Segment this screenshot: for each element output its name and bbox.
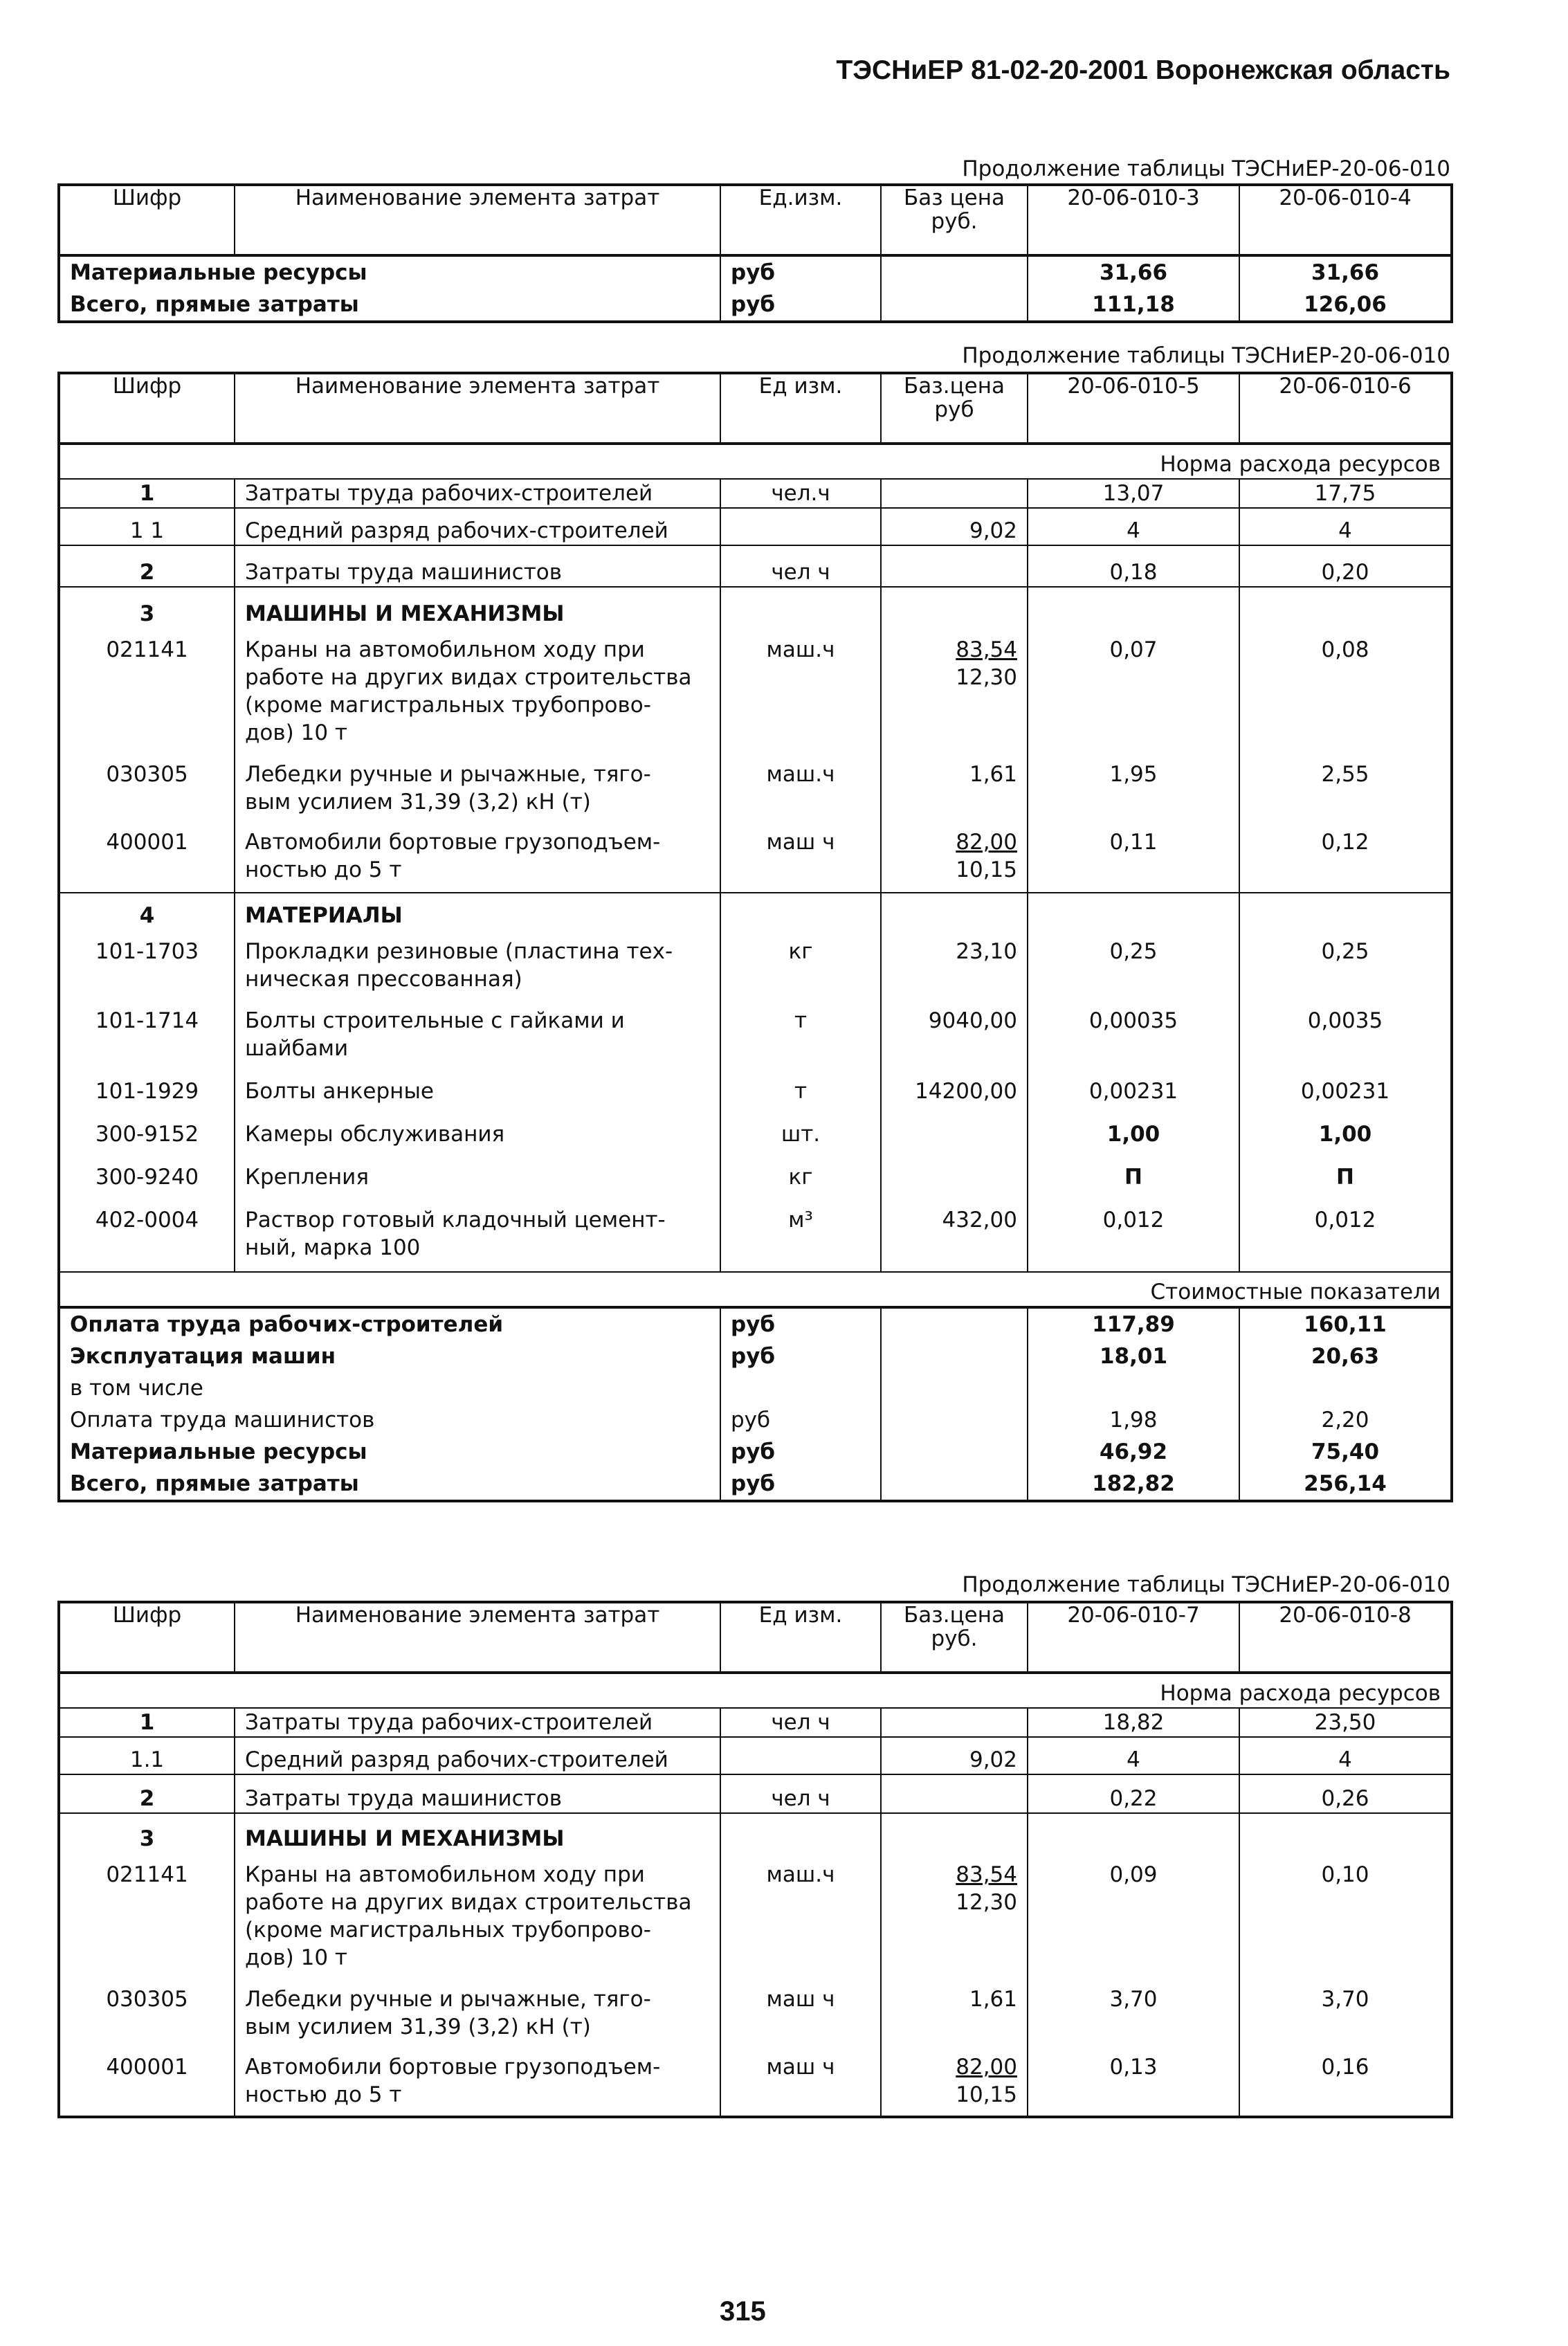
price-header-line1: Баз.цена xyxy=(903,1603,1005,1628)
row-name xyxy=(235,1972,720,2041)
table-header-row xyxy=(59,373,1452,444)
row-name-line: Краны на автомобильном ходу при xyxy=(245,1862,645,1887)
row-value-2: 0,10 xyxy=(1321,1862,1369,1887)
table-row xyxy=(59,816,1452,893)
row-name-line: Раствор готовый кладочный цемент- xyxy=(245,1208,666,1233)
row-name xyxy=(235,816,720,893)
row-name: Средний разряд рабочих-строителей xyxy=(235,508,720,545)
section-title: МАШИНЫ И МЕХАНИЗМЫ xyxy=(235,587,720,628)
row-value-1: 0,11 xyxy=(1028,816,1239,893)
row-name-line: работе на других видах строительства xyxy=(245,1890,692,1915)
row-code: 030305 xyxy=(59,747,235,816)
table-continuation-caption: Продолжение таблицы ТЭСНиЕР-20-06-010 xyxy=(962,1572,1450,1597)
row-unit: маш ч xyxy=(720,2041,881,2117)
summary-row xyxy=(59,1307,1452,1340)
row-name: Затраты труда машинистов xyxy=(235,1774,720,1813)
row-value-2: 4 xyxy=(1239,1737,1452,1774)
row-price xyxy=(881,1708,1028,1737)
row-name-line: ностью до 5 т xyxy=(245,857,402,882)
row-value-1: 18,82 xyxy=(1028,1708,1239,1737)
col-header-code: Шифр xyxy=(59,1602,235,1673)
row-name: Затраты труда рабочих-строителей xyxy=(235,479,720,508)
row-price xyxy=(881,479,1028,508)
row-price: 1,61 xyxy=(881,747,1028,816)
row-name: Крепления xyxy=(235,1148,720,1191)
price-bottom: 12,30 xyxy=(956,665,1017,690)
row-name-line: шайбами xyxy=(245,1036,349,1061)
row-name-line: Болты строительные с гайками и xyxy=(245,1008,625,1033)
summary-value-1: 111,18 xyxy=(1028,289,1239,322)
row-code: 2 xyxy=(59,545,235,587)
table-row xyxy=(59,1062,1452,1105)
section-title: МАШИНЫ И МЕХАНИЗМЫ xyxy=(235,1813,720,1853)
summary-value-1: 18,01 xyxy=(1028,1340,1239,1372)
table-continuation-caption: Продолжение таблицы ТЭСНиЕР-20-06-010 xyxy=(962,343,1450,368)
table-row xyxy=(59,1972,1452,2041)
row-value-1: П xyxy=(1028,1148,1239,1191)
row-price xyxy=(881,1774,1028,1813)
table-row xyxy=(59,1105,1452,1148)
summary-value-2: 31,66 xyxy=(1311,260,1380,285)
cost-caption: Стоимостные показатели xyxy=(59,1272,1452,1307)
row-value-2: 0,0035 xyxy=(1307,1008,1383,1033)
row-value-2: 0,26 xyxy=(1239,1774,1452,1813)
summary-row xyxy=(59,1468,1452,1501)
row-code: 101-1929 xyxy=(59,1062,235,1105)
row-value-1: 0,09 xyxy=(1028,1853,1239,1972)
summary-price xyxy=(881,255,1028,289)
col-header-name: Наименование элемента затрат xyxy=(235,373,720,444)
row-value-1: 0,22 xyxy=(1028,1774,1239,1813)
row-value-2: 0,16 xyxy=(1321,2055,1369,2080)
row-name-line: вым усилием 31,39 (3,2) кН (т) xyxy=(245,2015,591,2039)
row-name: Болты анкерные xyxy=(235,1062,720,1105)
col-header-price xyxy=(881,373,1028,444)
row-code: 101-1703 xyxy=(59,929,235,993)
row-value-1: 0,18 xyxy=(1028,545,1239,587)
row-value-1: 4 xyxy=(1028,1737,1239,1774)
row-name-line: (кроме магистральных трубопрово- xyxy=(245,1918,651,1943)
row-price: 1,61 xyxy=(881,1972,1028,2041)
row-name-line: Автомобили бортовые грузоподъем- xyxy=(245,2055,661,2080)
col-header-name: Наименование элемента затрат xyxy=(235,1602,720,1673)
row-unit: маш ч xyxy=(720,816,881,893)
row-code: 300-9152 xyxy=(59,1105,235,1148)
col-header-rate-1: 20-06-010-7 xyxy=(1028,1602,1239,1673)
row-value-1: 0,25 xyxy=(1028,929,1239,993)
row-code: 400001 xyxy=(59,816,235,893)
row-unit: чел ч xyxy=(720,1774,881,1813)
row-value-2: 3,70 xyxy=(1321,1987,1369,2012)
summary-unit: руб xyxy=(720,1436,881,1468)
summary-label: Всего, прямые затраты xyxy=(59,1468,720,1501)
price-header-line2: руб. xyxy=(931,209,978,234)
row-name-line: дов) 10 т xyxy=(245,720,347,745)
page-number: 315 xyxy=(720,2296,766,2327)
table-row xyxy=(59,1191,1452,1272)
col-header-code: Шифр xyxy=(59,373,235,444)
table-row xyxy=(59,1853,1452,1972)
row-value-2: 23,50 xyxy=(1314,1710,1376,1735)
row-code: 1 xyxy=(59,1708,235,1737)
table-row xyxy=(59,2041,1452,2117)
table-row xyxy=(59,1774,1452,1813)
section-code: 3 xyxy=(59,1813,235,1853)
price-top: 83,54 xyxy=(956,1862,1017,1887)
row-code: 021141 xyxy=(59,1853,235,1972)
summary-unit: руб xyxy=(720,1340,881,1372)
row-name-line: Лебедки ручные и рычажные, тяго- xyxy=(245,1987,651,2012)
norm-caption-row xyxy=(59,1673,1452,1708)
col-header-price xyxy=(881,185,1028,255)
summary-value-2: 75,40 xyxy=(1311,1439,1380,1464)
row-value-1: 0,07 xyxy=(1028,628,1239,747)
row-name xyxy=(235,1191,720,1272)
price-top: 82,00 xyxy=(956,830,1017,855)
price-header-line1: Баз.цена xyxy=(903,374,1005,399)
row-value-1: 0,13 xyxy=(1028,2041,1239,2117)
summary-label: Материальные ресурсы xyxy=(59,1436,720,1468)
row-price xyxy=(881,816,1028,893)
row-name xyxy=(235,993,720,1062)
price-bottom: 10,15 xyxy=(956,857,1017,882)
row-price: 9,02 xyxy=(881,1737,1028,1774)
section-row-machines xyxy=(59,1813,1452,1853)
row-name-line: Краны на автомобильном ходу при xyxy=(245,637,645,662)
summary-row xyxy=(59,1340,1452,1372)
row-price xyxy=(881,1853,1028,1972)
table-row xyxy=(59,1148,1452,1191)
summary-row xyxy=(59,255,1452,289)
col-header-unit: Ед изм. xyxy=(720,1602,881,1673)
row-value-1: 1,00 xyxy=(1028,1105,1239,1148)
row-code: 402-0004 xyxy=(59,1191,235,1272)
row-unit: маш.ч xyxy=(720,747,881,816)
row-value-2: 0,08 xyxy=(1321,637,1369,662)
row-price xyxy=(881,1105,1028,1148)
cost-table-1 xyxy=(57,183,1453,323)
row-unit: т xyxy=(720,1062,881,1105)
row-name xyxy=(235,2041,720,2117)
row-price xyxy=(881,2041,1028,2117)
price-header-line2: руб xyxy=(934,397,974,422)
col-header-unit: Ед.изм. xyxy=(720,185,881,255)
row-value-1: 1,95 xyxy=(1028,747,1239,816)
summary-value-1: 31,66 xyxy=(1028,255,1239,289)
table-row xyxy=(59,508,1452,545)
row-value-2: 0,25 xyxy=(1321,939,1369,964)
row-unit: чел.ч xyxy=(720,479,881,508)
row-unit: чел ч xyxy=(720,1708,881,1737)
section-row-machines xyxy=(59,587,1452,628)
row-price: 23,10 xyxy=(881,929,1028,993)
table-row xyxy=(59,747,1452,816)
summary-row xyxy=(59,289,1452,322)
summary-value-2: 126,06 xyxy=(1304,292,1387,317)
table-row xyxy=(59,479,1452,508)
summary-unit: руб xyxy=(720,255,881,289)
summary-value-1: 182,82 xyxy=(1028,1468,1239,1501)
summary-value-2: 2,20 xyxy=(1321,1408,1369,1433)
row-value-2: 0,20 xyxy=(1239,545,1452,587)
row-unit: маш ч xyxy=(720,1972,881,2041)
summary-unit: руб xyxy=(720,289,881,322)
row-name: Затраты труда рабочих-строителей xyxy=(235,1708,720,1737)
summary-label: Эксплуатация машин xyxy=(59,1340,720,1372)
summary-unit: руб xyxy=(720,1307,881,1340)
table-row xyxy=(59,1708,1452,1737)
section-code: 3 xyxy=(59,587,235,628)
col-header-rate-2: 20-06-010-8 xyxy=(1239,1602,1452,1673)
section-title: МАТЕРИАЛЫ xyxy=(235,893,720,929)
row-name: Затраты труда машинистов xyxy=(235,545,720,587)
cost-caption-row xyxy=(59,1272,1452,1307)
col-header-rate-1: 20-06-010-3 xyxy=(1028,185,1239,255)
page-header: ТЭСНиЕР 81-02-20-2001 Воронежская область xyxy=(836,55,1450,85)
row-value-1: 0,00231 xyxy=(1028,1062,1239,1105)
row-code: 030305 xyxy=(59,1972,235,2041)
summary-value-2: 20,63 xyxy=(1311,1344,1380,1369)
row-code: 2 xyxy=(59,1774,235,1813)
row-value-2: 17,75 xyxy=(1314,481,1376,506)
col-header-unit: Ед изм. xyxy=(720,373,881,444)
row-value-1: 13,07 xyxy=(1028,479,1239,508)
row-price xyxy=(881,545,1028,587)
section-row-materials xyxy=(59,893,1452,929)
col-header-rate-1: 20-06-010-5 xyxy=(1028,373,1239,444)
row-unit: кг xyxy=(720,929,881,993)
row-name-line: Лебедки ручные и рычажные, тяго- xyxy=(245,762,651,787)
row-unit: шт. xyxy=(720,1105,881,1148)
summary-unit: руб xyxy=(720,1468,881,1501)
row-name-line: работе на других видах строительства xyxy=(245,665,692,690)
row-unit: маш.ч xyxy=(720,628,881,747)
cost-table-2 xyxy=(57,372,1453,1502)
summary-value-1: 117,89 xyxy=(1028,1307,1239,1340)
row-code: 1.1 xyxy=(59,1737,235,1774)
col-header-name: Наименование элемента затрат xyxy=(235,185,720,255)
price-top: 83,54 xyxy=(956,637,1017,662)
row-value-1: 0,012 xyxy=(1028,1191,1239,1272)
table-row xyxy=(59,628,1452,747)
norm-caption-row xyxy=(59,444,1452,479)
row-value-2: 0,012 xyxy=(1314,1208,1376,1233)
summary-value-1: 46,92 xyxy=(1028,1436,1239,1468)
summary-label: в том числе xyxy=(59,1372,720,1404)
summary-row xyxy=(59,1436,1452,1468)
cost-table-3 xyxy=(57,1601,1453,2118)
row-code: 101-1714 xyxy=(59,993,235,1062)
row-name xyxy=(235,1853,720,1972)
col-header-rate-2: 20-06-010-6 xyxy=(1239,373,1452,444)
price-top: 82,00 xyxy=(956,2055,1017,2080)
table-row xyxy=(59,1737,1452,1774)
table-continuation-caption: Продолжение таблицы ТЭСНиЕР-20-06-010 xyxy=(962,156,1450,181)
row-value-2: П xyxy=(1336,1165,1354,1190)
row-name xyxy=(235,929,720,993)
row-unit: м³ xyxy=(720,1191,881,1272)
row-value-2: 0,00231 xyxy=(1300,1079,1390,1104)
row-price xyxy=(881,628,1028,747)
row-name: Средний разряд рабочих-строителей xyxy=(235,1737,720,1774)
row-code: 300-9240 xyxy=(59,1148,235,1191)
row-name-line: (кроме магистральных трубопрово- xyxy=(245,693,651,718)
row-unit: т xyxy=(720,993,881,1062)
table-header-row xyxy=(59,1602,1452,1673)
row-name: Камеры обслуживания xyxy=(235,1105,720,1148)
summary-label: Всего, прямые затраты xyxy=(59,289,720,322)
row-unit: кг xyxy=(720,1148,881,1191)
price-header-line2: руб. xyxy=(931,1626,978,1651)
price-header-line1: Баз цена xyxy=(903,185,1005,210)
section-code: 4 xyxy=(59,893,235,929)
row-code: 400001 xyxy=(59,2041,235,2117)
table-header-row xyxy=(59,185,1452,255)
norm-caption: Норма расхода ресурсов xyxy=(59,1673,1452,1708)
row-name-line: ностью до 5 т xyxy=(245,2082,402,2107)
row-value-1: 3,70 xyxy=(1028,1972,1239,2041)
row-unit: маш.ч xyxy=(720,1853,881,1972)
row-name-line: вым усилием 31,39 (3,2) кН (т) xyxy=(245,790,591,815)
summary-label: Материальные ресурсы xyxy=(59,255,720,289)
col-header-rate-2: 20-06-010-4 xyxy=(1239,185,1452,255)
summary-row xyxy=(59,1404,1452,1436)
summary-row xyxy=(59,1372,1452,1404)
summary-value-2: 256,14 xyxy=(1304,1471,1387,1496)
row-name-line: Прокладки резиновые (пластина тех- xyxy=(245,939,673,964)
summary-value-1: 1,98 xyxy=(1028,1404,1239,1436)
summary-unit: руб xyxy=(720,1404,881,1436)
summary-value-2: 160,11 xyxy=(1304,1312,1387,1337)
row-value-1: 4 xyxy=(1028,508,1239,545)
summary-price xyxy=(881,289,1028,322)
price-bottom: 10,15 xyxy=(956,2082,1017,2107)
table-row xyxy=(59,993,1452,1062)
row-unit xyxy=(720,1737,881,1774)
row-name-line: ническая прессованная) xyxy=(245,967,522,992)
row-name-line: ный, марка 100 xyxy=(245,1235,421,1260)
summary-label: Оплата труда машинистов xyxy=(59,1404,720,1436)
row-code: 1 1 xyxy=(59,508,235,545)
row-value-1: 0,00035 xyxy=(1028,993,1239,1062)
col-header-code: Шифр xyxy=(59,185,235,255)
row-name xyxy=(235,747,720,816)
row-unit xyxy=(720,508,881,545)
row-value-2: 4 xyxy=(1239,508,1452,545)
row-value-2: 1,00 xyxy=(1318,1122,1372,1147)
row-value-2: 2,55 xyxy=(1321,762,1369,787)
row-name xyxy=(235,628,720,747)
row-price: 9040,00 xyxy=(881,993,1028,1062)
row-code: 1 xyxy=(59,479,235,508)
row-price: 432,00 xyxy=(881,1191,1028,1272)
summary-label: Оплата труда рабочих-строителей xyxy=(59,1307,720,1340)
row-unit: чел ч xyxy=(720,545,881,587)
table-row xyxy=(59,545,1452,587)
row-price: 9,02 xyxy=(881,508,1028,545)
row-price: 14200,00 xyxy=(881,1062,1028,1105)
table-row xyxy=(59,929,1452,993)
row-name-line: дов) 10 т xyxy=(245,1945,347,1970)
row-price xyxy=(881,1148,1028,1191)
col-header-price xyxy=(881,1602,1028,1673)
row-name-line: Автомобили бортовые грузоподъем- xyxy=(245,830,661,855)
row-value-2: 0,12 xyxy=(1321,830,1369,855)
price-bottom: 12,30 xyxy=(956,1890,1017,1915)
row-code: 021141 xyxy=(59,628,235,747)
norm-caption: Норма расхода ресурсов xyxy=(59,444,1452,479)
